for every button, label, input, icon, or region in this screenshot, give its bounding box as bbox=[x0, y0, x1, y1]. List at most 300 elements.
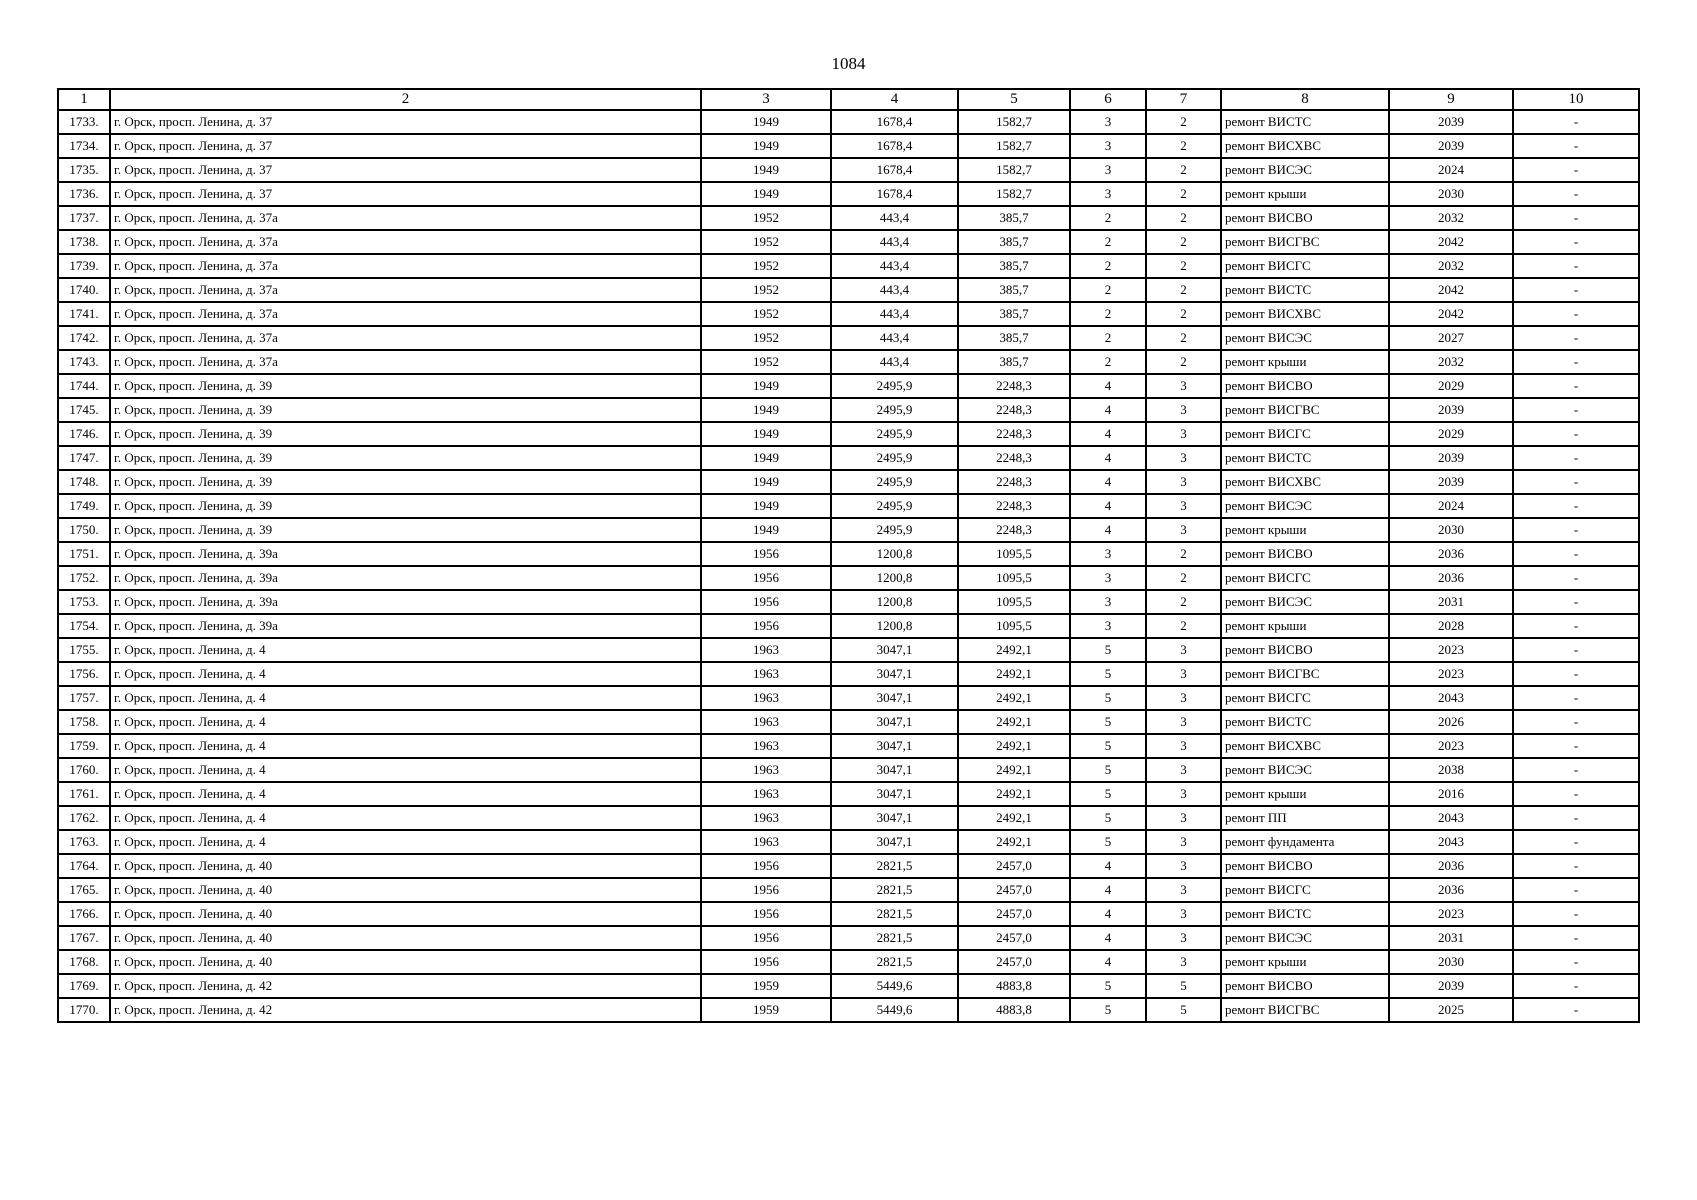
cell-repair-type: ремонт ВИСВО bbox=[1221, 638, 1389, 662]
cell-living-area: 385,7 bbox=[958, 206, 1070, 230]
cell-repair-type: ремонт ВИСГВС bbox=[1221, 662, 1389, 686]
cell-address: г. Орск, просп. Ленина, д. 37 bbox=[110, 158, 701, 182]
table-row bbox=[58, 542, 1639, 566]
table-row bbox=[58, 662, 1639, 686]
cell-floors: 2 bbox=[1070, 278, 1146, 302]
cell-living-area: 4883,8 bbox=[958, 974, 1070, 998]
cell-repair-type: ремонт крыши bbox=[1221, 182, 1389, 206]
table-row bbox=[58, 854, 1639, 878]
table-row bbox=[58, 326, 1639, 350]
cell-total-area: 2495,9 bbox=[831, 470, 958, 494]
cell-row-number: 1751. bbox=[58, 542, 110, 566]
cell-living-area: 1095,5 bbox=[958, 542, 1070, 566]
cell-planned-year: 2029 bbox=[1389, 422, 1513, 446]
cell-total-area: 2495,9 bbox=[831, 494, 958, 518]
cell-living-area: 2457,0 bbox=[958, 878, 1070, 902]
cell-address: г. Орск, просп. Ленина, д. 4 bbox=[110, 710, 701, 734]
cell-year-built: 1952 bbox=[701, 350, 831, 374]
cell-address: г. Орск, просп. Ленина, д. 39 bbox=[110, 446, 701, 470]
cell-note: - bbox=[1513, 182, 1639, 206]
cell-year-built: 1959 bbox=[701, 974, 831, 998]
cell-entrances: 3 bbox=[1146, 926, 1221, 950]
cell-row-number: 1767. bbox=[58, 926, 110, 950]
cell-address: г. Орск, просп. Ленина, д. 37а bbox=[110, 302, 701, 326]
cell-row-number: 1760. bbox=[58, 758, 110, 782]
cell-note: - bbox=[1513, 398, 1639, 422]
table-row bbox=[58, 614, 1639, 638]
table-row bbox=[58, 566, 1639, 590]
cell-repair-type: ремонт ВИСГВС bbox=[1221, 398, 1389, 422]
table-row bbox=[58, 350, 1639, 374]
cell-row-number: 1742. bbox=[58, 326, 110, 350]
cell-year-built: 1949 bbox=[701, 134, 831, 158]
header-row bbox=[58, 89, 1639, 110]
cell-entrances: 3 bbox=[1146, 494, 1221, 518]
cell-living-area: 2248,3 bbox=[958, 470, 1070, 494]
cell-row-number: 1768. bbox=[58, 950, 110, 974]
cell-living-area: 2492,1 bbox=[958, 686, 1070, 710]
cell-planned-year: 2039 bbox=[1389, 110, 1513, 134]
cell-repair-type: ремонт ВИСЭС bbox=[1221, 326, 1389, 350]
cell-floors: 5 bbox=[1070, 974, 1146, 998]
table-row bbox=[58, 830, 1639, 854]
cell-entrances: 2 bbox=[1146, 254, 1221, 278]
cell-year-built: 1956 bbox=[701, 590, 831, 614]
cell-entrances: 2 bbox=[1146, 206, 1221, 230]
cell-total-area: 443,4 bbox=[831, 254, 958, 278]
cell-address: г. Орск, просп. Ленина, д. 4 bbox=[110, 638, 701, 662]
table-row bbox=[58, 110, 1639, 134]
cell-planned-year: 2032 bbox=[1389, 254, 1513, 278]
cell-floors: 4 bbox=[1070, 926, 1146, 950]
cell-floors: 5 bbox=[1070, 758, 1146, 782]
table-row bbox=[58, 134, 1639, 158]
table-row bbox=[58, 974, 1639, 998]
cell-year-built: 1952 bbox=[701, 254, 831, 278]
cell-row-number: 1750. bbox=[58, 518, 110, 542]
cell-repair-type: ремонт ВИСГС bbox=[1221, 566, 1389, 590]
cell-living-area: 2457,0 bbox=[958, 854, 1070, 878]
cell-address: г. Орск, просп. Ленина, д. 37а bbox=[110, 206, 701, 230]
cell-repair-type: ремонт ВИСХВС bbox=[1221, 734, 1389, 758]
cell-note: - bbox=[1513, 566, 1639, 590]
cell-row-number: 1745. bbox=[58, 398, 110, 422]
cell-note: - bbox=[1513, 446, 1639, 470]
cell-floors: 4 bbox=[1070, 902, 1146, 926]
cell-floors: 3 bbox=[1070, 590, 1146, 614]
table-row bbox=[58, 182, 1639, 206]
table-row bbox=[58, 950, 1639, 974]
table-row bbox=[58, 878, 1639, 902]
cell-repair-type: ремонт крыши bbox=[1221, 614, 1389, 638]
cell-repair-type: ремонт ВИСГС bbox=[1221, 254, 1389, 278]
cell-note: - bbox=[1513, 662, 1639, 686]
cell-living-area: 385,7 bbox=[958, 350, 1070, 374]
cell-total-area: 3047,1 bbox=[831, 662, 958, 686]
cell-living-area: 2248,3 bbox=[958, 446, 1070, 470]
cell-address: г. Орск, просп. Ленина, д. 4 bbox=[110, 662, 701, 686]
cell-repair-type: ремонт ВИСТС bbox=[1221, 710, 1389, 734]
cell-note: - bbox=[1513, 974, 1639, 998]
cell-row-number: 1733. bbox=[58, 110, 110, 134]
cell-total-area: 2495,9 bbox=[831, 446, 958, 470]
cell-living-area: 2248,3 bbox=[958, 374, 1070, 398]
cell-row-number: 1766. bbox=[58, 902, 110, 926]
cell-planned-year: 2039 bbox=[1389, 398, 1513, 422]
cell-floors: 4 bbox=[1070, 470, 1146, 494]
cell-total-area: 3047,1 bbox=[831, 782, 958, 806]
cell-repair-type: ремонт ВИСГС bbox=[1221, 422, 1389, 446]
cell-note: - bbox=[1513, 758, 1639, 782]
table-row bbox=[58, 758, 1639, 782]
cell-total-area: 443,4 bbox=[831, 278, 958, 302]
cell-living-area: 2492,1 bbox=[958, 758, 1070, 782]
cell-address: г. Орск, просп. Ленина, д. 4 bbox=[110, 734, 701, 758]
cell-row-number: 1735. bbox=[58, 158, 110, 182]
cell-repair-type: ремонт крыши bbox=[1221, 518, 1389, 542]
cell-living-area: 2492,1 bbox=[958, 782, 1070, 806]
header-cell: 9 bbox=[1389, 89, 1513, 110]
table-row bbox=[58, 422, 1639, 446]
cell-living-area: 2457,0 bbox=[958, 926, 1070, 950]
cell-repair-type: ремонт ВИСГС bbox=[1221, 878, 1389, 902]
cell-note: - bbox=[1513, 230, 1639, 254]
cell-living-area: 2492,1 bbox=[958, 710, 1070, 734]
cell-floors: 5 bbox=[1070, 734, 1146, 758]
cell-total-area: 1678,4 bbox=[831, 158, 958, 182]
cell-note: - bbox=[1513, 206, 1639, 230]
cell-planned-year: 2024 bbox=[1389, 158, 1513, 182]
table-row bbox=[58, 158, 1639, 182]
cell-entrances: 3 bbox=[1146, 854, 1221, 878]
cell-address: г. Орск, просп. Ленина, д. 4 bbox=[110, 830, 701, 854]
cell-total-area: 1200,8 bbox=[831, 566, 958, 590]
cell-year-built: 1949 bbox=[701, 110, 831, 134]
cell-living-area: 1582,7 bbox=[958, 134, 1070, 158]
cell-floors: 5 bbox=[1070, 638, 1146, 662]
cell-address: г. Орск, просп. Ленина, д. 37а bbox=[110, 326, 701, 350]
cell-address: г. Орск, просп. Ленина, д. 39а bbox=[110, 614, 701, 638]
cell-row-number: 1744. bbox=[58, 374, 110, 398]
cell-year-built: 1949 bbox=[701, 182, 831, 206]
cell-note: - bbox=[1513, 902, 1639, 926]
cell-year-built: 1963 bbox=[701, 662, 831, 686]
cell-total-area: 2495,9 bbox=[831, 518, 958, 542]
table-row bbox=[58, 446, 1639, 470]
cell-row-number: 1764. bbox=[58, 854, 110, 878]
cell-row-number: 1763. bbox=[58, 830, 110, 854]
cell-year-built: 1956 bbox=[701, 878, 831, 902]
cell-living-area: 2492,1 bbox=[958, 638, 1070, 662]
cell-entrances: 2 bbox=[1146, 326, 1221, 350]
header-cell: 4 bbox=[831, 89, 958, 110]
cell-repair-type: ремонт ВИСГВС bbox=[1221, 998, 1389, 1022]
cell-total-area: 443,4 bbox=[831, 206, 958, 230]
cell-repair-type: ремонт крыши bbox=[1221, 950, 1389, 974]
cell-repair-type: ремонт ВИСВО bbox=[1221, 542, 1389, 566]
cell-year-built: 1959 bbox=[701, 998, 831, 1022]
registry-table bbox=[57, 88, 1640, 1023]
cell-total-area: 3047,1 bbox=[831, 734, 958, 758]
table-row bbox=[58, 230, 1639, 254]
cell-living-area: 2248,3 bbox=[958, 398, 1070, 422]
cell-entrances: 3 bbox=[1146, 662, 1221, 686]
cell-note: - bbox=[1513, 422, 1639, 446]
table-row bbox=[58, 782, 1639, 806]
table-row bbox=[58, 902, 1639, 926]
cell-floors: 2 bbox=[1070, 206, 1146, 230]
cell-year-built: 1949 bbox=[701, 494, 831, 518]
cell-note: - bbox=[1513, 734, 1639, 758]
table-row bbox=[58, 494, 1639, 518]
cell-address: г. Орск, просп. Ленина, д. 37а bbox=[110, 254, 701, 278]
cell-floors: 5 bbox=[1070, 710, 1146, 734]
header-cell: 2 bbox=[110, 89, 701, 110]
cell-planned-year: 2039 bbox=[1389, 134, 1513, 158]
cell-total-area: 3047,1 bbox=[831, 638, 958, 662]
cell-floors: 5 bbox=[1070, 806, 1146, 830]
cell-address: г. Орск, просп. Ленина, д. 39 bbox=[110, 470, 701, 494]
cell-planned-year: 2031 bbox=[1389, 590, 1513, 614]
cell-planned-year: 2027 bbox=[1389, 326, 1513, 350]
cell-address: г. Орск, просп. Ленина, д. 39 bbox=[110, 398, 701, 422]
cell-address: г. Орск, просп. Ленина, д. 37 bbox=[110, 110, 701, 134]
cell-planned-year: 2038 bbox=[1389, 758, 1513, 782]
cell-address: г. Орск, просп. Ленина, д. 37 bbox=[110, 134, 701, 158]
cell-row-number: 1736. bbox=[58, 182, 110, 206]
table-row bbox=[58, 638, 1639, 662]
cell-repair-type: ремонт крыши bbox=[1221, 782, 1389, 806]
cell-living-area: 385,7 bbox=[958, 326, 1070, 350]
table-row bbox=[58, 278, 1639, 302]
table-row bbox=[58, 590, 1639, 614]
cell-year-built: 1952 bbox=[701, 206, 831, 230]
cell-year-built: 1949 bbox=[701, 374, 831, 398]
cell-entrances: 2 bbox=[1146, 350, 1221, 374]
table-body bbox=[58, 110, 1639, 1022]
cell-floors: 4 bbox=[1070, 374, 1146, 398]
cell-repair-type: ремонт ВИСТС bbox=[1221, 446, 1389, 470]
cell-year-built: 1949 bbox=[701, 518, 831, 542]
cell-floors: 5 bbox=[1070, 830, 1146, 854]
cell-year-built: 1956 bbox=[701, 542, 831, 566]
cell-floors: 3 bbox=[1070, 542, 1146, 566]
cell-floors: 4 bbox=[1070, 422, 1146, 446]
cell-note: - bbox=[1513, 782, 1639, 806]
cell-entrances: 2 bbox=[1146, 566, 1221, 590]
cell-floors: 5 bbox=[1070, 998, 1146, 1022]
cell-total-area: 3047,1 bbox=[831, 710, 958, 734]
cell-row-number: 1762. bbox=[58, 806, 110, 830]
cell-address: г. Орск, просп. Ленина, д. 42 bbox=[110, 974, 701, 998]
cell-total-area: 3047,1 bbox=[831, 758, 958, 782]
cell-planned-year: 2039 bbox=[1389, 974, 1513, 998]
cell-entrances: 2 bbox=[1146, 158, 1221, 182]
cell-note: - bbox=[1513, 470, 1639, 494]
cell-total-area: 1200,8 bbox=[831, 614, 958, 638]
cell-entrances: 2 bbox=[1146, 542, 1221, 566]
cell-floors: 4 bbox=[1070, 446, 1146, 470]
table-row bbox=[58, 518, 1639, 542]
cell-total-area: 2821,5 bbox=[831, 878, 958, 902]
cell-entrances: 2 bbox=[1146, 614, 1221, 638]
cell-floors: 4 bbox=[1070, 494, 1146, 518]
cell-entrances: 3 bbox=[1146, 734, 1221, 758]
cell-address: г. Орск, просп. Ленина, д. 39 bbox=[110, 518, 701, 542]
cell-entrances: 3 bbox=[1146, 710, 1221, 734]
table-row bbox=[58, 470, 1639, 494]
cell-address: г. Орск, просп. Ленина, д. 40 bbox=[110, 950, 701, 974]
cell-note: - bbox=[1513, 854, 1639, 878]
cell-note: - bbox=[1513, 806, 1639, 830]
cell-planned-year: 2039 bbox=[1389, 470, 1513, 494]
cell-address: г. Орск, просп. Ленина, д. 37 bbox=[110, 182, 701, 206]
cell-living-area: 2492,1 bbox=[958, 734, 1070, 758]
cell-entrances: 2 bbox=[1146, 134, 1221, 158]
cell-total-area: 5449,6 bbox=[831, 998, 958, 1022]
cell-year-built: 1956 bbox=[701, 902, 831, 926]
cell-living-area: 385,7 bbox=[958, 254, 1070, 278]
cell-repair-type: ремонт ВИСХВС bbox=[1221, 302, 1389, 326]
cell-repair-type: ремонт ВИСТС bbox=[1221, 902, 1389, 926]
cell-note: - bbox=[1513, 350, 1639, 374]
cell-floors: 2 bbox=[1070, 326, 1146, 350]
cell-row-number: 1737. bbox=[58, 206, 110, 230]
cell-row-number: 1770. bbox=[58, 998, 110, 1022]
cell-planned-year: 2029 bbox=[1389, 374, 1513, 398]
cell-planned-year: 2042 bbox=[1389, 278, 1513, 302]
cell-note: - bbox=[1513, 686, 1639, 710]
header-cell: 7 bbox=[1146, 89, 1221, 110]
cell-planned-year: 2036 bbox=[1389, 566, 1513, 590]
cell-row-number: 1741. bbox=[58, 302, 110, 326]
cell-row-number: 1756. bbox=[58, 662, 110, 686]
cell-note: - bbox=[1513, 950, 1639, 974]
cell-year-built: 1963 bbox=[701, 710, 831, 734]
cell-note: - bbox=[1513, 278, 1639, 302]
header-cell: 6 bbox=[1070, 89, 1146, 110]
cell-repair-type: ремонт ВИСЭС bbox=[1221, 926, 1389, 950]
cell-address: г. Орск, просп. Ленина, д. 39 bbox=[110, 422, 701, 446]
cell-note: - bbox=[1513, 302, 1639, 326]
cell-floors: 2 bbox=[1070, 230, 1146, 254]
table-row bbox=[58, 398, 1639, 422]
cell-floors: 4 bbox=[1070, 878, 1146, 902]
cell-repair-type: ремонт ВИСТС bbox=[1221, 110, 1389, 134]
cell-entrances: 3 bbox=[1146, 830, 1221, 854]
cell-living-area: 1582,7 bbox=[958, 158, 1070, 182]
cell-entrances: 2 bbox=[1146, 590, 1221, 614]
cell-living-area: 2457,0 bbox=[958, 902, 1070, 926]
cell-planned-year: 2030 bbox=[1389, 518, 1513, 542]
cell-living-area: 2457,0 bbox=[958, 950, 1070, 974]
page-number: 1084 bbox=[831, 54, 866, 73]
cell-total-area: 1200,8 bbox=[831, 542, 958, 566]
cell-entrances: 3 bbox=[1146, 806, 1221, 830]
cell-total-area: 2495,9 bbox=[831, 374, 958, 398]
table-row bbox=[58, 710, 1639, 734]
cell-floors: 3 bbox=[1070, 158, 1146, 182]
cell-floors: 5 bbox=[1070, 686, 1146, 710]
cell-living-area: 1582,7 bbox=[958, 110, 1070, 134]
cell-living-area: 2248,3 bbox=[958, 422, 1070, 446]
cell-year-built: 1952 bbox=[701, 326, 831, 350]
cell-living-area: 2492,1 bbox=[958, 830, 1070, 854]
cell-year-built: 1949 bbox=[701, 158, 831, 182]
cell-floors: 2 bbox=[1070, 350, 1146, 374]
cell-total-area: 3047,1 bbox=[831, 686, 958, 710]
cell-row-number: 1761. bbox=[58, 782, 110, 806]
cell-address: г. Орск, просп. Ленина, д. 42 bbox=[110, 998, 701, 1022]
cell-floors: 2 bbox=[1070, 254, 1146, 278]
cell-total-area: 443,4 bbox=[831, 302, 958, 326]
cell-planned-year: 2043 bbox=[1389, 806, 1513, 830]
cell-total-area: 3047,1 bbox=[831, 806, 958, 830]
header-cell: 3 bbox=[701, 89, 831, 110]
cell-planned-year: 2016 bbox=[1389, 782, 1513, 806]
cell-row-number: 1755. bbox=[58, 638, 110, 662]
cell-note: - bbox=[1513, 134, 1639, 158]
cell-year-built: 1956 bbox=[701, 614, 831, 638]
table-row bbox=[58, 806, 1639, 830]
cell-living-area: 2492,1 bbox=[958, 662, 1070, 686]
cell-living-area: 2248,3 bbox=[958, 518, 1070, 542]
cell-repair-type: ремонт ВИСВО bbox=[1221, 854, 1389, 878]
cell-address: г. Орск, просп. Ленина, д. 37а bbox=[110, 278, 701, 302]
cell-repair-type: ремонт ВИСЭС bbox=[1221, 494, 1389, 518]
cell-planned-year: 2042 bbox=[1389, 230, 1513, 254]
cell-planned-year: 2023 bbox=[1389, 638, 1513, 662]
cell-total-area: 2495,9 bbox=[831, 398, 958, 422]
cell-planned-year: 2043 bbox=[1389, 830, 1513, 854]
cell-total-area: 2821,5 bbox=[831, 902, 958, 926]
cell-address: г. Орск, просп. Ленина, д. 39а bbox=[110, 590, 701, 614]
cell-total-area: 443,4 bbox=[831, 230, 958, 254]
cell-year-built: 1949 bbox=[701, 398, 831, 422]
cell-planned-year: 2036 bbox=[1389, 878, 1513, 902]
table-row bbox=[58, 998, 1639, 1022]
cell-total-area: 1678,4 bbox=[831, 182, 958, 206]
cell-entrances: 2 bbox=[1146, 278, 1221, 302]
cell-address: г. Орск, просп. Ленина, д. 39 bbox=[110, 374, 701, 398]
cell-address: г. Орск, просп. Ленина, д. 4 bbox=[110, 782, 701, 806]
cell-year-built: 1963 bbox=[701, 782, 831, 806]
cell-entrances: 3 bbox=[1146, 950, 1221, 974]
cell-address: г. Орск, просп. Ленина, д. 39а bbox=[110, 542, 701, 566]
cell-total-area: 2821,5 bbox=[831, 926, 958, 950]
cell-living-area: 1095,5 bbox=[958, 590, 1070, 614]
cell-living-area: 4883,8 bbox=[958, 998, 1070, 1022]
header-cell: 1 bbox=[58, 89, 110, 110]
cell-planned-year: 2030 bbox=[1389, 182, 1513, 206]
cell-row-number: 1739. bbox=[58, 254, 110, 278]
cell-row-number: 1748. bbox=[58, 470, 110, 494]
header-cell: 5 bbox=[958, 89, 1070, 110]
cell-note: - bbox=[1513, 254, 1639, 278]
cell-entrances: 2 bbox=[1146, 110, 1221, 134]
cell-row-number: 1765. bbox=[58, 878, 110, 902]
cell-row-number: 1747. bbox=[58, 446, 110, 470]
cell-row-number: 1743. bbox=[58, 350, 110, 374]
cell-row-number: 1757. bbox=[58, 686, 110, 710]
cell-planned-year: 2036 bbox=[1389, 542, 1513, 566]
cell-address: г. Орск, просп. Ленина, д. 40 bbox=[110, 878, 701, 902]
cell-year-built: 1956 bbox=[701, 854, 831, 878]
cell-floors: 4 bbox=[1070, 398, 1146, 422]
cell-entrances: 5 bbox=[1146, 998, 1221, 1022]
cell-row-number: 1738. bbox=[58, 230, 110, 254]
cell-year-built: 1956 bbox=[701, 950, 831, 974]
